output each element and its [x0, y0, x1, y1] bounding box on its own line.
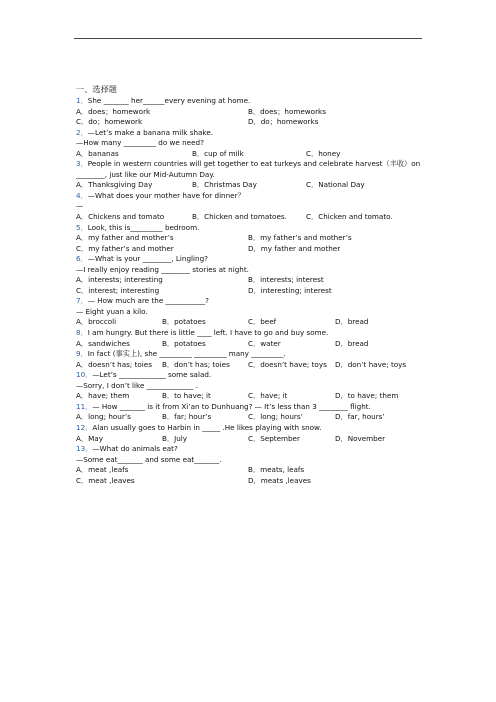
- question-stem: [76, 170, 422, 181]
- answer-option[interactable]: B．Chicken and tomatoes.: [192, 212, 287, 222]
- answer-option[interactable]: A．bananas: [76, 148, 119, 158]
- answer-option[interactable]: C．doesn’t have; toys: [248, 359, 327, 369]
- answer-option[interactable]: C．have; it: [248, 391, 288, 401]
- answer-option[interactable]: A．have; them: [76, 391, 130, 401]
- question-number: 13．: [76, 444, 93, 454]
- question-number: 7．: [76, 296, 88, 306]
- question-stem: [76, 223, 422, 234]
- answer-option[interactable]: B．does；homeworks: [248, 106, 326, 116]
- option-row: [76, 412, 422, 423]
- answer-option[interactable]: C．Chicken and tomato.: [306, 212, 393, 222]
- answer-option[interactable]: D．bread: [335, 338, 369, 348]
- option-row: [76, 107, 422, 118]
- answer-option[interactable]: B．potatoes: [162, 317, 206, 327]
- option-row: [76, 212, 422, 223]
- question-stem: [76, 128, 422, 139]
- question-stem: [76, 138, 422, 149]
- question-text: —I really enjoy reading ________ stories at night.: [76, 264, 249, 274]
- question-stem: [76, 402, 422, 413]
- question-stem: [76, 201, 422, 212]
- question-stem: [76, 455, 422, 466]
- question-stem: [76, 370, 422, 381]
- question-number: 9．: [76, 349, 88, 359]
- question-text: — How _______ is it from Xi’an to Dunhuang? — It’s less than 3 ________ flight.: [92, 401, 371, 411]
- question: [76, 423, 422, 444]
- answer-option[interactable]: A．long; hour’s: [76, 412, 131, 422]
- answer-option[interactable]: C．National Day: [306, 180, 365, 190]
- question: [76, 296, 422, 328]
- question: [76, 370, 422, 402]
- answer-option[interactable]: C．long; hours’: [248, 412, 303, 422]
- answer-option[interactable]: D．don’t have; toys: [335, 359, 407, 369]
- answer-option[interactable]: B．meats, leafs: [248, 465, 305, 475]
- answer-option[interactable]: A．doesn’t has; toies: [76, 359, 152, 369]
- question: [76, 349, 422, 370]
- option-row: [76, 465, 422, 476]
- answer-option[interactable]: C．beef: [248, 317, 277, 327]
- question-text: People in western countries will get together to eat turkeys and celebrate harvest（丰收）on: [87, 159, 421, 169]
- answer-option[interactable]: D．to have; them: [335, 391, 399, 401]
- question-stem: [76, 254, 422, 265]
- answer-option[interactable]: C．my father’s and mother: [76, 243, 174, 253]
- question-stem: [76, 328, 422, 339]
- answer-option[interactable]: B．to have; it: [162, 391, 211, 401]
- answer-option[interactable]: C．interest; interesting: [76, 285, 160, 295]
- answer-option[interactable]: A．does；homework: [76, 106, 151, 116]
- answer-option[interactable]: B．my father’s and mother’s: [248, 233, 352, 243]
- option-row: [76, 117, 422, 128]
- answer-option[interactable]: C．do；homework: [76, 117, 143, 127]
- header-rule: [74, 38, 422, 39]
- question-text: —What is your ________, Lingling?: [87, 254, 208, 264]
- question-text: —Let’s make a banana milk shake.: [87, 127, 214, 137]
- answer-option[interactable]: A．my father and mother’s: [76, 233, 174, 243]
- question-text: She _______ her______every evening at home.: [87, 96, 251, 105]
- question-number: 1．: [76, 96, 88, 105]
- answer-option[interactable]: D．do；homeworks: [248, 117, 319, 127]
- question-stem: [76, 381, 422, 392]
- answer-option[interactable]: A．May: [76, 433, 103, 443]
- answer-option[interactable]: B．cup of milk: [192, 148, 244, 158]
- question-text: I am hungry. But there is little ____ left. I have to go and buy some.: [87, 328, 329, 338]
- question-number: 8．: [76, 328, 88, 338]
- question-stem: [76, 423, 422, 434]
- exam-page: [76, 84, 422, 486]
- question-stem: [76, 159, 422, 170]
- answer-option[interactable]: C．honey: [306, 148, 341, 158]
- question-number: 11．: [76, 401, 93, 411]
- question-stem: [76, 96, 422, 107]
- answer-option[interactable]: B．interests; interest: [248, 275, 324, 285]
- question: [76, 128, 422, 160]
- option-row: [76, 244, 422, 255]
- question-text: —: [76, 201, 84, 211]
- question-stem: [76, 349, 422, 360]
- question: [76, 96, 422, 128]
- question: [76, 328, 422, 349]
- answer-option[interactable]: B．don’t has; toies: [162, 359, 230, 369]
- question-number: 6．: [76, 254, 88, 264]
- question-text: In fact (事实上), she _________ _________ many _________.: [87, 349, 286, 359]
- answer-option[interactable]: A．Chickens and tomato: [76, 212, 165, 222]
- question: [76, 159, 422, 191]
- answer-option[interactable]: D．far, hours’: [335, 412, 385, 422]
- question-stem: [76, 444, 422, 455]
- answer-option[interactable]: D．interesting; interest: [248, 285, 332, 295]
- option-row: [76, 180, 422, 191]
- answer-option[interactable]: D．meats ,leaves: [248, 475, 311, 485]
- option-row: [76, 317, 422, 328]
- option-row: [76, 233, 422, 244]
- question-text: Alan usually goes to Harbin in _____ .He likes playing with snow.: [92, 422, 322, 432]
- option-row: [76, 434, 422, 445]
- question-text: Look, this is_________ bedroom.: [87, 222, 200, 232]
- answer-option[interactable]: A．meat ,leafs: [76, 465, 129, 475]
- question-text: — Eight yuan a kilo.: [76, 306, 148, 316]
- answer-option[interactable]: B．potatoes: [162, 338, 206, 348]
- option-row: [76, 275, 422, 286]
- question-number: 3．: [76, 159, 88, 169]
- question-text: —How many _________ do we need?: [76, 138, 204, 148]
- answer-option[interactable]: D．November: [335, 433, 386, 443]
- section-title: 一、选择题: [76, 84, 117, 94]
- question: [76, 254, 422, 296]
- answer-option[interactable]: C．meat ,leaves: [76, 475, 135, 485]
- answer-option[interactable]: B．far; hour’s: [162, 412, 212, 422]
- question-text: —What does your mother have for dinner？: [87, 190, 245, 200]
- option-row: [76, 286, 422, 297]
- answer-option[interactable]: A．interests; interesting: [76, 275, 163, 285]
- answer-option[interactable]: B．Christmas Day: [192, 180, 257, 190]
- question-text: —Let’s _____________ some salad.: [92, 370, 212, 380]
- question-number: 10．: [76, 370, 93, 380]
- answer-option[interactable]: D．bread: [335, 317, 369, 327]
- answer-option[interactable]: C．September: [248, 433, 300, 443]
- question: [76, 444, 422, 486]
- answer-option[interactable]: D．my father and mother: [248, 243, 341, 253]
- question-stem: [76, 296, 422, 307]
- question-stem: [76, 265, 422, 276]
- question-text: —Sorry, I don’t like _____________ .: [76, 380, 198, 390]
- question: [76, 191, 422, 223]
- question: [76, 223, 422, 255]
- question-number: 4．: [76, 190, 88, 200]
- answer-option[interactable]: A．sandwiches: [76, 338, 130, 348]
- question-number: 2．: [76, 127, 88, 137]
- answer-option[interactable]: B．July: [162, 433, 188, 443]
- option-row: [76, 339, 422, 350]
- question: [76, 402, 422, 423]
- question-number: 12．: [76, 422, 93, 432]
- question-number: 5．: [76, 222, 88, 232]
- option-row: [76, 360, 422, 371]
- question-text: —Some eat_______ and some eat_______.: [76, 454, 222, 464]
- option-row: [76, 476, 422, 487]
- question-stem: [76, 191, 422, 202]
- question-stem: [76, 307, 422, 318]
- option-row: [76, 149, 422, 160]
- answer-option[interactable]: A．broccoli: [76, 317, 117, 327]
- question-text: —What do animals eat?: [92, 444, 178, 454]
- option-row: [76, 391, 422, 402]
- question-text: ________, just like our Mid-Autumn Day.: [76, 169, 215, 179]
- question-list: [76, 96, 422, 486]
- answer-option[interactable]: C．water: [248, 338, 281, 348]
- question-text: — How much are the ___________?: [87, 296, 209, 306]
- answer-option[interactable]: A．Thanksgiving Day: [76, 180, 153, 190]
